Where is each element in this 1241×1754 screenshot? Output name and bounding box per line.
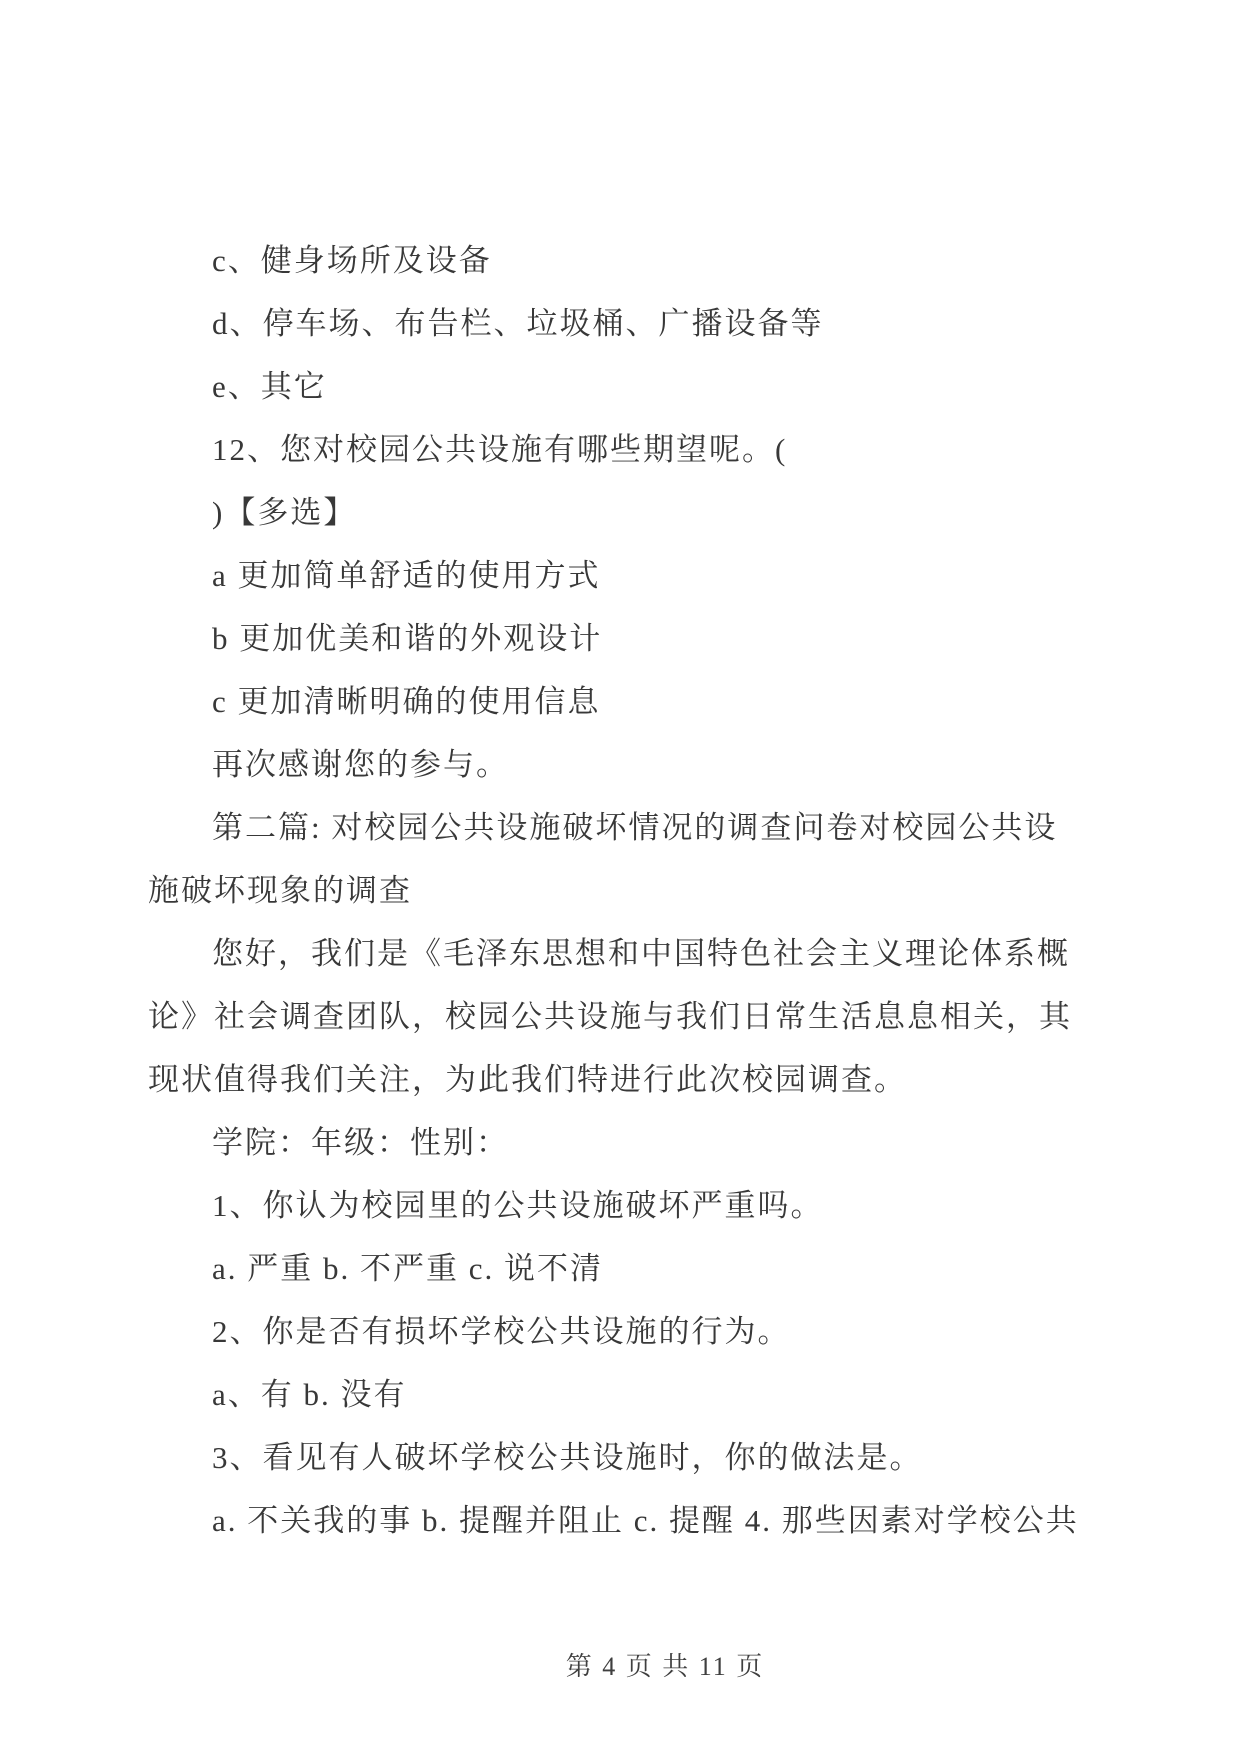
text-line: 1、你认为校园里的公共设施破坏严重吗。 (212, 1188, 824, 1223)
text-line: d、停车场、布告栏、垃圾桶、广播设备等 (212, 306, 824, 341)
text-line: 施破坏现象的调查 (148, 873, 412, 908)
text-line: 您好，我们是《毛泽东思想和中国特色社会主义理论体系概 (212, 936, 1070, 971)
text-line: a. 严重 b. 不严重 c. 说不清 (212, 1251, 604, 1286)
text-line: c、健身场所及设备 (212, 243, 492, 278)
text-line: 第二篇: 对校园公共设施破坏情况的调查问卷对校园公共设 (212, 810, 1058, 845)
text-line: 12、您对校园公共设施有哪些期望呢。( (212, 432, 788, 467)
text-line: 学院：年级：性别： (212, 1125, 509, 1160)
page-footer (0, 1616, 1241, 1713)
text-line: a. 不关我的事 b. 提醒并阻止 c. 提醒 4. 那些因素对学校公共 (212, 1503, 1079, 1538)
page-number: 第 4 页 共 11 页 (565, 1652, 765, 1681)
text-line: 再次感谢您的参与。 (212, 747, 509, 782)
text-line: 论》社会调查团队，校园公共设施与我们日常生活息息相关，其 (148, 999, 1072, 1034)
text-line: e、其它 (212, 369, 327, 404)
text-line: 2、你是否有损坏学校公共设施的行为。 (212, 1314, 791, 1349)
text-line: )【多选】 (212, 495, 357, 530)
text-line: 3、看见有人破坏学校公共设施时，你的做法是。 (212, 1440, 923, 1475)
document-body (148, 229, 1131, 1552)
text-line: a 更加简单舒适的使用方式 (212, 558, 601, 593)
text-line: 现状值得我们关注，为此我们特进行此次校园调查。 (148, 1062, 907, 1097)
text-line: c 更加清晰明确的使用信息 (212, 684, 601, 719)
text-line: b 更加优美和谐的外观设计 (212, 621, 603, 656)
text-line: a、有 b. 没有 (212, 1377, 407, 1412)
